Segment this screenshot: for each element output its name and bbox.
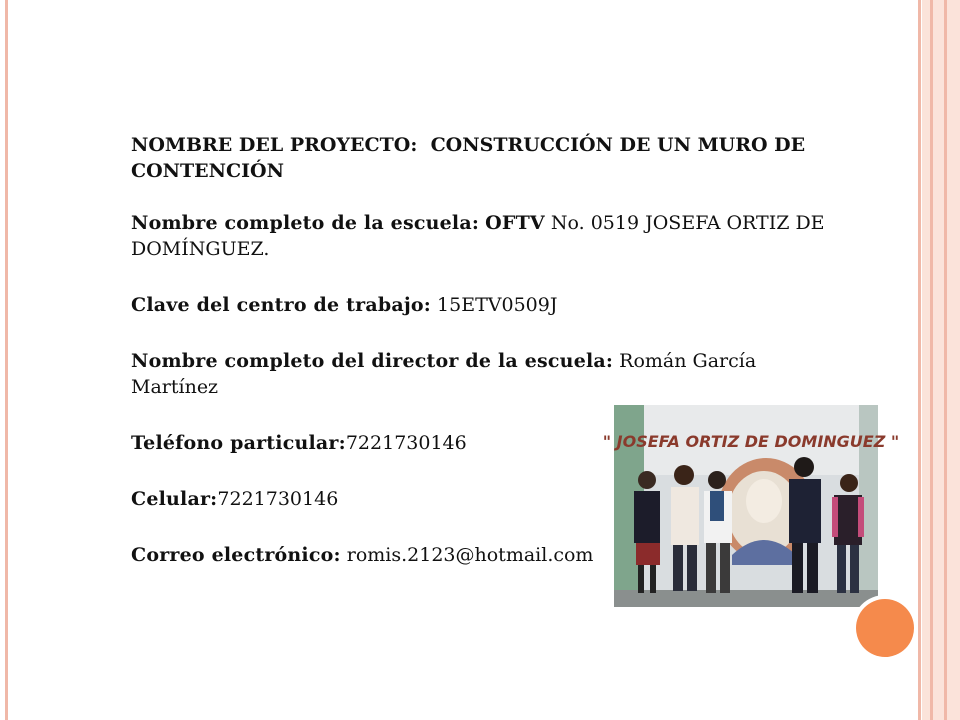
correo-label: Correo electrónico: [131,544,341,566]
telefono-value: 7221730146 [345,432,467,454]
school-type: OFTV [485,212,545,234]
school-label: Nombre completo de la escuela: [131,212,480,234]
correo-value: romis.2123@hotmail.com [346,544,594,566]
school-line [131,210,831,262]
photo-illustration [602,405,900,607]
celular-value: 7221730146 [217,488,339,510]
director-line [131,348,831,400]
wall-text: " JOSEFA ORTIZ DE DOMINGUEZ " [602,432,900,451]
project-title [131,132,831,184]
director-label: Nombre completo del director de la escuela: [131,350,614,372]
clave-value: 15ETV0509J [437,294,558,316]
celular-label: Celular: [131,488,218,510]
students-photo [602,405,900,607]
decorative-orange-circle [856,599,914,657]
project-label: NOMBRE DEL PROYECTO: [131,134,418,156]
decorative-stripes [922,0,960,720]
project-name: CONSTRUCCIÓN DE UN MURO DE CONTENCIÓN [131,134,806,182]
clave-line [131,292,831,318]
director-value: Román García Martínez [131,350,757,398]
clave-label: Clave del centro de trabajo: [131,294,431,316]
school-value: No. 0519 JOSEFA ORTIZ DE DOMÍNGUEZ. [131,212,825,260]
telefono-label: Teléfono particular: [131,432,346,454]
